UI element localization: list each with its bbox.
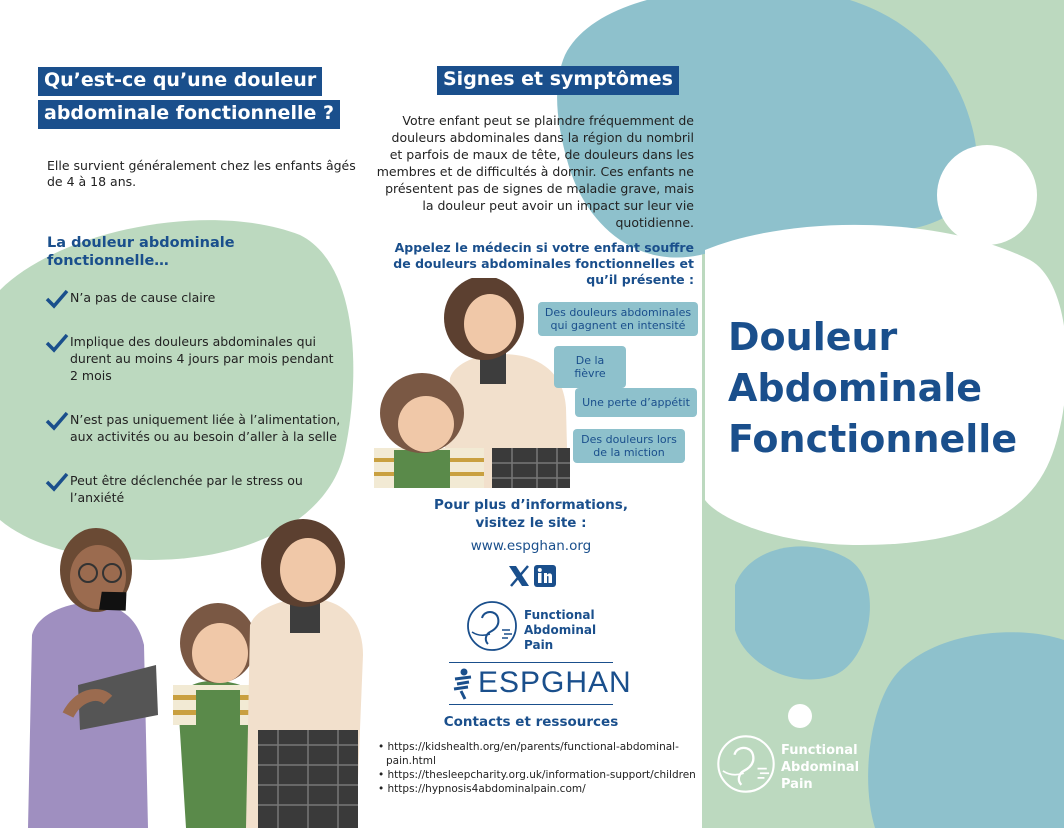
x-icon[interactable] [507, 565, 531, 587]
white-dot [788, 704, 812, 728]
left-title [38, 67, 340, 133]
left-title-line2: abdominale fonctionnelle ? [38, 100, 340, 129]
checkmark-icon [44, 472, 70, 492]
espghan-rule-top [449, 662, 613, 663]
resource-link[interactable]: • https://hypnosis4abdominalpain.com/ [378, 783, 586, 795]
cover-title-line2: Abdominale [728, 366, 983, 410]
warning-tag-fever: De la fièvre [554, 346, 626, 388]
checkmark-icon [44, 333, 70, 353]
functional-abdominal-pain-logo-icon [466, 600, 518, 652]
more-info-line1: Pour plus d’informations, [434, 497, 628, 513]
check-item-3 [44, 411, 344, 445]
check-item-4 [44, 472, 344, 506]
linkedin-icon[interactable] [534, 565, 556, 587]
cover-logo-word: Abdominal [781, 760, 860, 775]
warning-tag-urination: Des douleurs lors de la miction [573, 429, 685, 463]
more-info-line2: visitez le site : [475, 515, 587, 531]
fap-logo-text [524, 608, 596, 653]
checkmark-icon [44, 289, 70, 309]
resource-links [378, 740, 708, 796]
symptoms-paragraph: Votre enfant peut se plaindre fréquemment de douleurs abdominales dans la région du nombril et parfois de maux de tête, de douleurs dans les membres et de difficultés à dormir. Ces enfants ne présentent pas de signes de maladie grave, mais la douleur peut avoir un impact sur leur vie quotidienne. [376, 113, 694, 230]
middle-title-text: Signes et symptômes [437, 66, 679, 95]
left-green-blob [0, 220, 353, 560]
espghan-logo-text: ESPGHAN [478, 666, 632, 699]
cover-title-line3: Fonctionnelle [728, 417, 1018, 461]
espghan-figure-icon [451, 667, 475, 701]
espghan-rule-bottom [449, 704, 613, 705]
family-doctor-illustration [18, 515, 368, 828]
cover-logo-text [781, 742, 859, 793]
resource-link-text[interactable]: https://kidshealth.org/en/parents/functional-abdominal-pain.html [386, 741, 679, 767]
middle-title [437, 66, 679, 95]
white-circle [937, 145, 1037, 245]
cover-logo-word: Pain [781, 777, 813, 792]
call-doctor-text: Appelez le médecin si votre enfant souffre de douleurs abdominales fonctionnelles et qu’il présente : [393, 240, 694, 287]
fap-logo-word: Functional [524, 608, 595, 622]
check-item-1 [44, 289, 344, 309]
check-item-text: N’a pas de cause claire [70, 290, 216, 305]
warning-tag-intensity: Des douleurs abdominales qui gagnent en intensité [538, 302, 698, 336]
left-intro: Elle survient généralement chez les enfants âgés de 4 à 18 ans. [47, 158, 356, 189]
fap-logo-word: Pain [524, 638, 554, 652]
check-item-2 [44, 333, 344, 384]
teal-blob-small [735, 546, 870, 679]
fap-logo-word: Abdominal [524, 623, 597, 637]
cover-title-line1: Douleur [728, 315, 898, 359]
left-subtitle: La douleur abdominale fonctionnelle… [47, 235, 235, 269]
checkmark-icon [44, 411, 70, 431]
warning-tag-appetite: Une perte d’appétit [575, 388, 697, 417]
cover-logo-icon [716, 734, 776, 794]
resource-link[interactable]: • https://kidshealth.org/en/parents/functional-abdominal-pain.html [378, 741, 679, 767]
check-item-text: Peut être déclenchée par le stress ou l’anxiété [70, 473, 303, 505]
contacts-title: Contacts et ressources [443, 714, 619, 730]
check-item-text: N’est pas uniquement liée à l’alimentation, aux activités ou au besoin d’aller à la selle [70, 412, 341, 444]
more-info [420, 496, 642, 532]
resource-link[interactable]: • https://thesleepcharity.org.uk/information-support/children [378, 769, 696, 781]
cover-logo-word: Functional [781, 743, 858, 758]
website-link[interactable]: www.espghan.org [470, 538, 592, 554]
left-title-line1: Qu’est-ce qu’une douleur [38, 67, 322, 96]
resource-link-text[interactable]: https://thesleepcharity.org.uk/information-support/children [387, 769, 696, 781]
resource-link-text[interactable]: https://hypnosis4abdominalpain.com/ [387, 783, 586, 795]
check-item-text: Implique des douleurs abdominales qui durent au moins 4 jours par mois pendant 2 mois [70, 334, 334, 383]
cover-title [728, 312, 1017, 465]
